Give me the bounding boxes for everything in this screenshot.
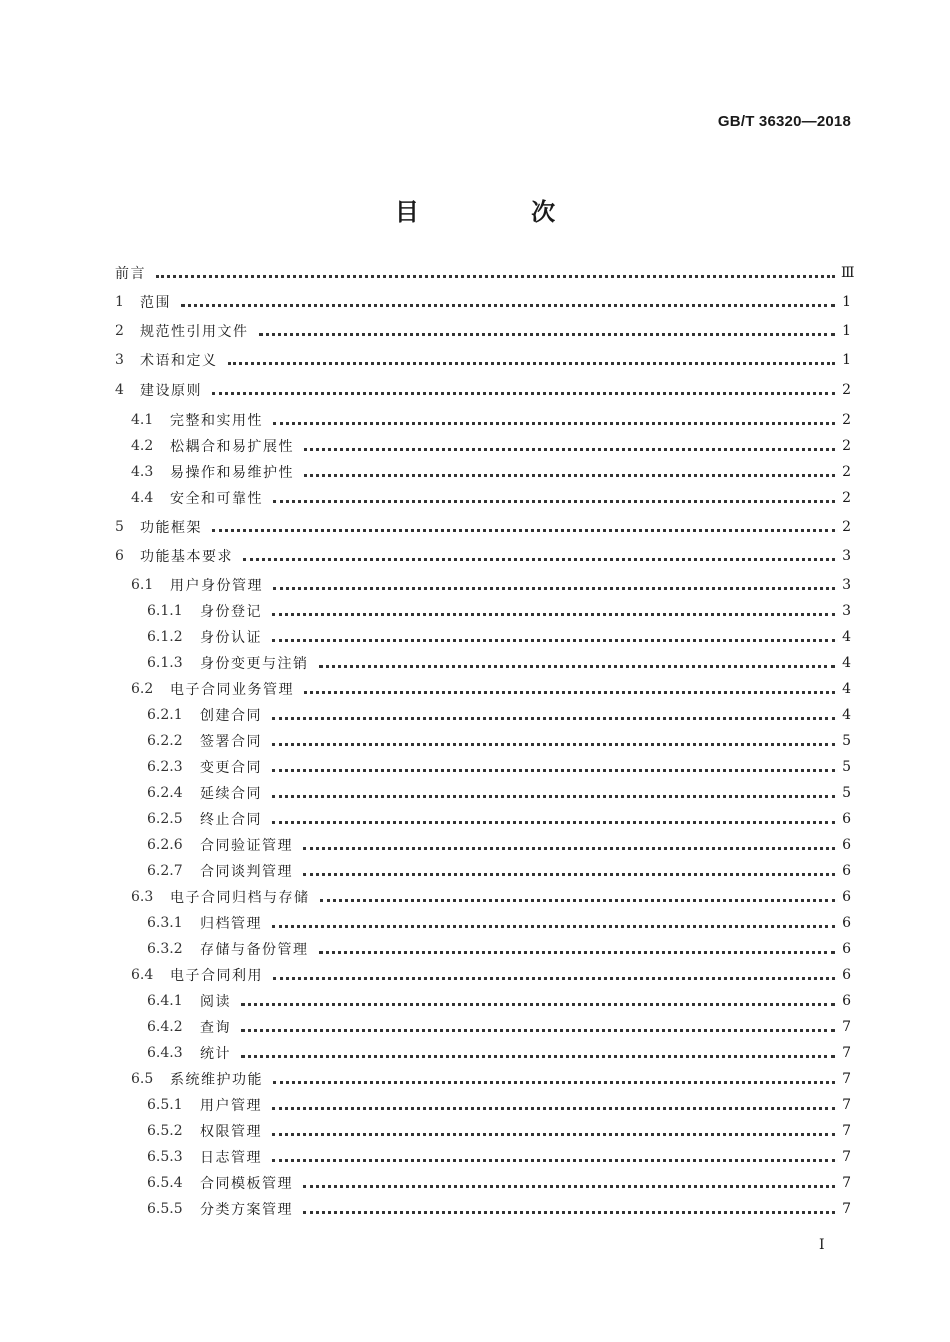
toc-dot-leader <box>212 529 835 532</box>
toc-entry-number: 6.4.2 <box>147 1019 183 1035</box>
toc-entry[interactable] <box>147 782 851 804</box>
toc-entry-page: 1 <box>842 352 851 368</box>
toc-entry[interactable] <box>147 990 851 1012</box>
toc-entry-label: 签署合同 <box>200 734 262 750</box>
toc-dot-leader <box>303 847 835 850</box>
toc-entry[interactable] <box>147 860 851 882</box>
toc-entry-label: 合同验证管理 <box>200 838 293 854</box>
toc-entry[interactable] <box>131 461 851 483</box>
toc-dot-leader <box>320 899 836 902</box>
toc-entry-number: 6.4.1 <box>147 993 183 1009</box>
toc-entry-number: 6.5.2 <box>147 1123 183 1139</box>
toc-dot-leader <box>241 1003 835 1006</box>
toc-entry-label: 用户身份管理 <box>170 578 263 594</box>
toc-entry-label: 规范性引用文件 <box>140 324 249 340</box>
toc-entry-number: 6.2.7 <box>147 863 183 879</box>
toc-entry-number: 4.1 <box>131 412 154 428</box>
standard-code: GB/T 36320—2018 <box>717 113 851 130</box>
toc-entry-page: 6 <box>842 863 851 879</box>
toc-entry[interactable] <box>147 808 851 830</box>
toc-dot-leader <box>303 873 835 876</box>
toc-dot-leader <box>272 795 835 798</box>
toc-entry[interactable] <box>115 379 851 401</box>
toc-dot-leader <box>303 1185 835 1188</box>
toc-entry-number: 6.2 <box>131 681 154 697</box>
toc-entry[interactable] <box>147 1042 851 1064</box>
toc-entry-page: 7 <box>842 1071 851 1087</box>
toc-entry-number: 6.2.4 <box>147 785 183 801</box>
toc-dot-leader <box>243 558 835 561</box>
toc-dot-leader <box>304 691 835 694</box>
toc-dot-leader <box>304 474 835 477</box>
toc-entry-label: 分类方案管理 <box>200 1202 293 1218</box>
toc-entry-label: 术语和定义 <box>140 353 218 369</box>
toc-entry-number: 6.3.1 <box>147 915 183 931</box>
toc-entry-page: 6 <box>842 889 851 905</box>
toc-entry-label: 完整和实用性 <box>170 413 263 429</box>
toc-entry-page: 6 <box>842 993 851 1009</box>
toc-entry[interactable] <box>147 1016 851 1038</box>
toc-entry[interactable] <box>131 1068 851 1090</box>
toc-entry[interactable] <box>115 516 851 538</box>
toc-entry[interactable] <box>147 1120 851 1142</box>
toc-entry-page: 7 <box>842 1045 851 1061</box>
toc-entry-number: 6.2.2 <box>147 733 183 749</box>
toc-entry-page: 1 <box>842 323 851 339</box>
toc-entry-label: 终止合同 <box>200 812 262 828</box>
toc-dot-leader <box>272 1159 835 1162</box>
toc-title: 目 次 <box>394 198 608 226</box>
toc-entry-label: 身份登记 <box>200 604 262 620</box>
toc-entry-label: 前言 <box>115 266 146 282</box>
toc-entry[interactable] <box>147 704 851 726</box>
toc-entry[interactable] <box>115 320 851 342</box>
toc-entry-page: 2 <box>842 382 851 398</box>
toc-entry-label: 身份变更与注销 <box>200 656 309 672</box>
toc-entry-number: 6.2.3 <box>147 759 183 775</box>
toc-dot-leader <box>304 448 835 451</box>
toc-entry-number: 4 <box>115 382 124 398</box>
toc-entry-page: 2 <box>842 490 851 506</box>
toc-entry-page: 3 <box>842 548 851 564</box>
toc-dot-leader <box>212 392 835 395</box>
toc-entry-page: 6 <box>842 837 851 853</box>
toc-entry[interactable] <box>147 1146 851 1168</box>
toc-entry[interactable] <box>131 574 851 596</box>
toc-dot-leader <box>272 1133 835 1136</box>
toc-entry-number: 4.2 <box>131 438 154 454</box>
toc-entry-page: 6 <box>842 811 851 827</box>
toc-entry[interactable] <box>147 756 851 778</box>
toc-entry-label: 电子合同利用 <box>170 968 263 984</box>
toc-dot-leader <box>319 951 836 954</box>
toc-entry-number: 6.1.1 <box>147 603 183 619</box>
toc-entry-label: 功能框架 <box>140 520 202 536</box>
toc-dot-leader <box>273 422 835 425</box>
toc-entry-number: 4.4 <box>131 490 154 506</box>
toc-entry-label: 合同模板管理 <box>200 1176 293 1192</box>
toc-entry-label: 统计 <box>200 1046 231 1062</box>
toc-entry[interactable] <box>115 349 851 371</box>
toc-entry[interactable] <box>131 487 851 509</box>
toc-entry[interactable] <box>131 678 851 700</box>
toc-dot-leader <box>319 665 836 668</box>
toc-entry-label: 易操作和易维护性 <box>170 465 294 481</box>
toc-entry-label: 日志管理 <box>200 1150 262 1166</box>
toc-dot-leader <box>228 362 836 365</box>
toc-entry[interactable] <box>115 291 851 313</box>
toc-entry-label: 松耦合和易扩展性 <box>170 439 294 455</box>
toc-entry[interactable] <box>131 435 851 457</box>
toc-entry-number: 6.5.1 <box>147 1097 183 1113</box>
toc-entry-label: 系统维护功能 <box>170 1072 263 1088</box>
toc-dot-leader <box>273 977 835 980</box>
toc-entry-number: 1 <box>115 294 124 310</box>
toc-entry[interactable] <box>115 262 855 284</box>
toc-dot-leader <box>272 769 835 772</box>
toc-dot-leader <box>272 1107 835 1110</box>
toc-entry-page: 3 <box>842 577 851 593</box>
toc-entry-number: 6.1.3 <box>147 655 183 671</box>
toc-entry-number: 6.1 <box>131 577 154 593</box>
toc-entry-label: 查询 <box>200 1020 231 1036</box>
toc-dot-leader <box>273 1081 835 1084</box>
toc-entry-number: 6.2.5 <box>147 811 183 827</box>
toc-entry-number: 6.2.1 <box>147 707 183 723</box>
toc-entry-number: 2 <box>115 323 124 339</box>
toc-dot-leader <box>272 821 835 824</box>
toc-entry-number: 6.5.4 <box>147 1175 183 1191</box>
toc-entry[interactable] <box>147 1172 851 1194</box>
toc-entry-page: 5 <box>842 785 851 801</box>
toc-entry-page: 7 <box>842 1123 851 1139</box>
toc-entry-page: 2 <box>842 519 851 535</box>
toc-entry[interactable] <box>131 964 851 986</box>
toc-entry-label: 功能基本要求 <box>140 549 233 565</box>
toc-entry-page: 4 <box>842 681 851 697</box>
toc-dot-leader <box>241 1029 835 1032</box>
toc-entry-label: 安全和可靠性 <box>170 491 263 507</box>
toc-entry-page: 7 <box>842 1201 851 1217</box>
toc-dot-leader <box>272 717 835 720</box>
toc-dot-leader <box>303 1211 835 1214</box>
toc-entry[interactable] <box>147 730 851 752</box>
toc-entry[interactable] <box>115 545 851 567</box>
toc-entry-page: 4 <box>842 629 851 645</box>
toc-entry-page: 6 <box>842 967 851 983</box>
toc-dot-leader <box>272 925 835 928</box>
toc-entry-label: 权限管理 <box>200 1124 262 1140</box>
toc-dot-leader <box>273 587 835 590</box>
toc-entry-page: 7 <box>842 1149 851 1165</box>
toc-entry[interactable] <box>147 652 851 674</box>
toc-entry-number: 6.4.3 <box>147 1045 183 1061</box>
toc-entry-page: 7 <box>842 1175 851 1191</box>
toc-entry-page: 6 <box>842 915 851 931</box>
toc-entry-label: 建设原则 <box>140 383 202 399</box>
page-folio: I <box>819 1237 825 1253</box>
toc-entry-page: 2 <box>842 464 851 480</box>
toc-entry-number: 6.3 <box>131 889 154 905</box>
toc-entry-number: 5 <box>115 519 124 535</box>
toc-dot-leader <box>181 304 835 307</box>
toc-dot-leader <box>272 639 835 642</box>
toc-entry-number: 6.5 <box>131 1071 154 1087</box>
toc-entry-page: 5 <box>842 759 851 775</box>
toc-entry-page: 5 <box>842 733 851 749</box>
toc-dot-leader <box>259 333 836 336</box>
toc-entry-number: 6.1.2 <box>147 629 183 645</box>
toc-entry-number: 6.5.5 <box>147 1201 183 1217</box>
toc-entry-page: 4 <box>842 655 851 671</box>
toc-entry-page: 3 <box>842 603 851 619</box>
toc-entry-label: 身份认证 <box>200 630 262 646</box>
toc-entry-label: 电子合同业务管理 <box>170 682 294 698</box>
toc-dot-leader <box>272 743 835 746</box>
toc-entry[interactable] <box>147 938 851 960</box>
toc-entry-label: 用户管理 <box>200 1098 262 1114</box>
toc-entry[interactable] <box>147 626 851 648</box>
toc-entry-page: 7 <box>842 1097 851 1113</box>
toc-dot-leader <box>241 1055 835 1058</box>
toc-entry-label: 范围 <box>140 295 171 311</box>
toc-entry[interactable] <box>147 1094 851 1116</box>
toc-entry[interactable] <box>147 912 851 934</box>
toc-entry-number: 6.2.6 <box>147 837 183 853</box>
toc-dot-leader <box>272 613 835 616</box>
toc-entry-label: 变更合同 <box>200 760 262 776</box>
toc-dot-leader <box>156 275 835 278</box>
toc-entry-number: 4.3 <box>131 464 154 480</box>
toc-entry-label: 合同谈判管理 <box>200 864 293 880</box>
toc-entry-label: 阅读 <box>200 994 231 1010</box>
toc-entry-page: 2 <box>842 438 851 454</box>
toc-entry-page: 1 <box>842 294 851 310</box>
toc-entry-label: 归档管理 <box>200 916 262 932</box>
toc-entry-number: 6.5.3 <box>147 1149 183 1165</box>
toc-entry[interactable] <box>147 1198 851 1220</box>
toc-entry-number: 6.4 <box>131 967 154 983</box>
toc-entry-label: 延续合同 <box>200 786 262 802</box>
toc-entry-number: 3 <box>115 352 124 368</box>
toc-entry-page: 7 <box>842 1019 851 1035</box>
toc-entry-label: 创建合同 <box>200 708 262 724</box>
toc-entry-page: 2 <box>842 412 851 428</box>
toc-entry-page: Ⅲ <box>841 265 855 281</box>
toc-entry-number: 6 <box>115 548 124 564</box>
toc-entry-page: 4 <box>842 707 851 723</box>
toc-entry[interactable] <box>147 834 851 856</box>
toc-entry-label: 存储与备份管理 <box>200 942 309 958</box>
toc-entry[interactable] <box>131 886 851 908</box>
toc-entry-number: 6.3.2 <box>147 941 183 957</box>
toc-entry-page: 6 <box>842 941 851 957</box>
toc-entry[interactable] <box>147 600 851 622</box>
toc-dot-leader <box>273 500 835 503</box>
toc-entry[interactable] <box>131 409 851 431</box>
toc-entry-label: 电子合同归档与存储 <box>170 890 310 906</box>
